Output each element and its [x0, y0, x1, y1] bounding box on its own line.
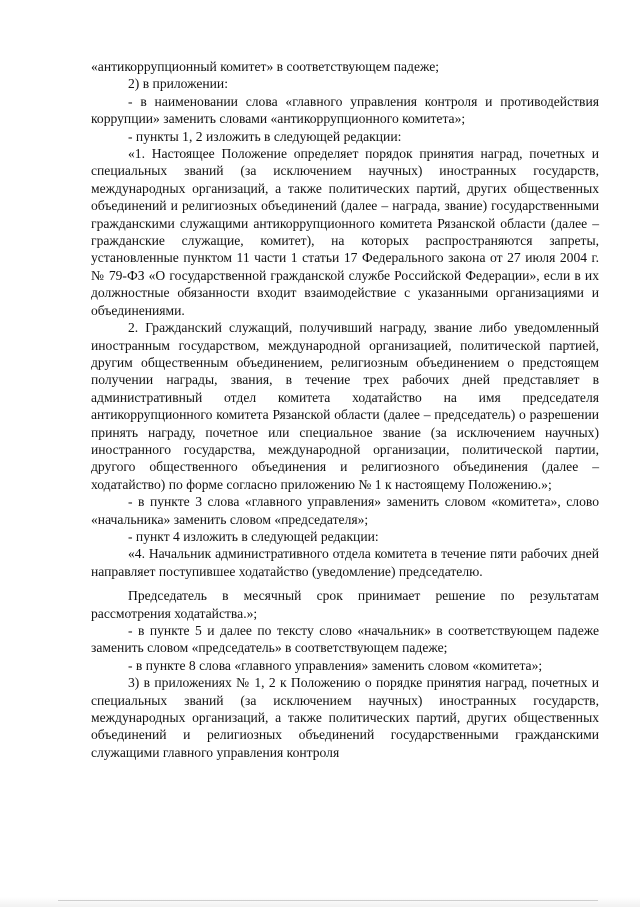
paragraph-5: «1. Настоящее Положение определяет порядок принятия наград, почетных и специальных званий (за исключением научных) иностранных государств, международных организаций, а также политических партий, других общественных объединений и религиозных объединений (далее – награда, звание) государственными гражданскими служащими антикоррупционного комитета Рязанской области (далее – гражданские служащие, комитет), на которых распространяются запреты, установленные пунктом 11 части 1 статьи 17 Федерального закона от 27 июля 2004 г. № 79-ФЗ «О государственной гражданской службе Российской Федерации», если в их должностные обязанности входит взаимодействие с указанными организациями и объединениями.: [91, 146, 599, 318]
paragraph-1: «антикоррупционный комитет» в соответствующем падеже;: [91, 59, 440, 74]
paragraph-7: - в пункте 3 слова «главного управления» заменить словом «комитета», слово «начальника» заменить словом «председателя»;: [91, 494, 599, 527]
paragraph-8: - пункт 4 изложить в следующей редакции:: [128, 528, 379, 544]
scan-bottom-edge: [0, 897, 640, 907]
paragraph-13: 3) в приложениях № 1, 2 к Положению о порядке принятия наград, почетных и специальных званий (за исключением научных) иностранных государств, международных организаций, а также политических партий, других общественных объединений и религиозных объединений государственными гражданскими служащими главного управления контроля: [91, 675, 599, 760]
paragraph-12: - в пункте 8 слова «главного управления» заменить словом «комитета»;: [128, 657, 543, 673]
paragraph-6: 2. Гражданский служащий, получивший награду, звание либо уведомленный иностранным государством, международной организацией, политической партией, другим общественным объединением, религиозным объединением о предстоящем получении награды, звания, в течение трех рабочих дней представляет в административный отдел комитета ходатайство на имя председателя антикоррупционного комитета Рязанской области (далее – председатель) о разрешении принять награду, почетное или специальное звание (за исключением научных) иностранного государства, международной организации, политической партии, другого общественного объединения и религиозного объединения (далее – ходатайство) по форме согласно приложению № 1 к настоящему Положению.»;: [91, 320, 599, 492]
paragraph-4: - пункты 1, 2 изложить в следующей редакции:: [128, 128, 402, 144]
paragraph-10: Председатель в месячный срок принимает решение по результатам рассмотрения ходатайства.»;: [91, 588, 599, 621]
scan-artifact-line: [58, 900, 598, 901]
paragraph-11: - в пункте 5 и далее по тексту слово «начальник» в соответствующем падеже заменить словом «председатель» в соответствующем падеже;: [91, 623, 599, 656]
paragraph-3: - в наименовании слова «главного управления контроля и противодействия коррупции» заменить словами «антикоррупционного комитета»;: [91, 93, 599, 127]
document-body: [91, 58, 599, 761]
paragraph-2: 2) в приложении:: [128, 76, 228, 92]
paragraph-9: «4. Начальник административного отдела комитета в течение пяти рабочих дней направляет поступившее ходатайство (уведомление) председателю.: [91, 546, 599, 579]
